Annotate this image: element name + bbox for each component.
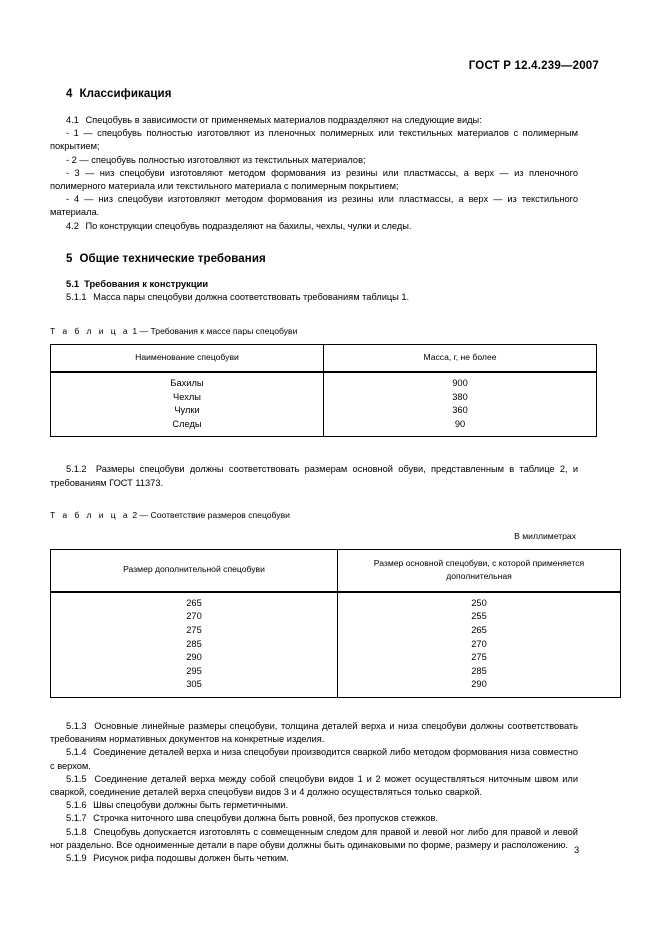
paragraph-5-1-7 bbox=[50, 812, 578, 825]
section-heading-classification bbox=[50, 88, 578, 100]
paragraph-5-1-2 bbox=[50, 463, 578, 489]
table-1-mass-requirements bbox=[50, 344, 597, 437]
subsection-heading-5-1 bbox=[50, 279, 578, 289]
section-title: Общие технические требования bbox=[79, 252, 266, 265]
table-cell-line: Чулки bbox=[174, 405, 200, 416]
table-cell-line: 270 bbox=[186, 611, 202, 622]
table-2-units-note: В миллиметрах bbox=[514, 530, 576, 541]
table-cell-line: 295 bbox=[186, 665, 202, 676]
section-number: 5 bbox=[66, 252, 73, 265]
table-cell-line: 900 bbox=[452, 378, 468, 389]
table-cell-line: 265 bbox=[186, 597, 202, 608]
table-2-header-main-size: Размер основной спецобуви, с которой применяется дополнительная bbox=[338, 549, 621, 592]
list-item-type-2: - 2 — спецобувь полностью изготовляют из текстильных материалов; bbox=[66, 154, 366, 165]
paragraph-number: 4.1 bbox=[66, 115, 79, 125]
table-row bbox=[51, 592, 621, 698]
paragraph-5-1-3 bbox=[50, 720, 578, 746]
section-number: 4 bbox=[66, 88, 73, 100]
table-cell-line: 290 bbox=[186, 652, 202, 663]
table-2-caption bbox=[50, 510, 578, 520]
paragraph-number: 5.1.4 bbox=[66, 747, 87, 758]
table-2-additional-sizes-cell bbox=[51, 592, 338, 698]
table-1-head bbox=[51, 345, 597, 373]
document-content bbox=[50, 88, 585, 865]
table-cell-line: Чехлы bbox=[173, 391, 201, 402]
table-cell-line: 290 bbox=[471, 679, 487, 690]
table-cell-line: 90 bbox=[454, 418, 466, 429]
table-2-main-sizes-cell bbox=[338, 592, 621, 698]
spacer bbox=[50, 437, 578, 463]
list-item-type-4: - 4 — низ спецобуви изготовляют методом формования из резины или пластмассы, а верх — из текстильного материала. bbox=[50, 194, 578, 218]
section-heading-general-requirements bbox=[50, 253, 578, 265]
table-header-row bbox=[51, 345, 597, 373]
table-cell-line: Бахилы bbox=[170, 378, 204, 389]
paragraph-text: Рисунок рифа подошвы должен быть четким. bbox=[93, 853, 289, 863]
paragraph-text: Швы спецобуви должны быть герметичными. bbox=[93, 800, 289, 811]
spacer bbox=[50, 520, 578, 531]
table-caption-word: Т а б л и ц а bbox=[50, 326, 130, 337]
table-1-names-cell bbox=[51, 372, 324, 437]
table-cell-line: 360 bbox=[452, 405, 468, 416]
paragraph-text: Спецобувь в зависимости от применяемых материалов подразделяют на следующие виды: bbox=[85, 115, 482, 125]
table-header-row bbox=[51, 549, 621, 592]
table-1-header-name: Наименование спецобуви bbox=[51, 345, 324, 373]
subsection-number: 5.1 bbox=[66, 278, 80, 289]
table-cell-line: 265 bbox=[471, 625, 487, 635]
spacer bbox=[50, 233, 578, 253]
paragraph-5-1-6 bbox=[50, 799, 578, 812]
table-caption-text: 2 — Соответствие размеров спецобуви bbox=[132, 509, 290, 520]
table-row bbox=[51, 372, 597, 437]
paragraph-number: 5.1.2 bbox=[66, 464, 87, 475]
paragraph-text: Масса пары спецобуви должна соответствовать требованиям таблицы 1. bbox=[93, 291, 410, 302]
table-cell-line: 305 bbox=[186, 679, 202, 690]
paragraph-text: Соединение деталей верха между собой спецобуви видов 1 и 2 может осуществляться ниточным швом или сваркой, соединение деталей верха спецобуви видов 3 и 4 должно осуществляться только сваркой. bbox=[50, 773, 578, 797]
paragraph-4-1 bbox=[50, 114, 578, 127]
paragraph-number: 5.1.3 bbox=[66, 720, 87, 731]
page-number: 3 bbox=[574, 845, 580, 855]
spacer bbox=[50, 490, 578, 510]
paragraph-5-1-9 bbox=[50, 852, 578, 865]
subsection-title: Требования к конструкции bbox=[84, 278, 209, 289]
spacer bbox=[50, 541, 578, 549]
table-1-values-cell bbox=[324, 372, 597, 437]
table-2-body bbox=[51, 592, 621, 698]
paragraph-number: 5.1.8 bbox=[66, 826, 87, 837]
paragraph-number: 5.1.6 bbox=[66, 800, 87, 811]
list-item-type-3: - 3 — низ спецобуви изготовляют методом формования из резины или пластмассы, а верх — из пленочного полимерного материала или текстильного материала с полимерным покрытием; bbox=[50, 167, 578, 192]
table-cell-line: 380 bbox=[452, 391, 468, 402]
paragraph-text: Строчка ниточного шва спецобуви должна быть ровной, без пропусков стежков. bbox=[93, 813, 438, 824]
table-1-caption bbox=[50, 326, 578, 336]
table-cell-line: 285 bbox=[186, 638, 202, 649]
paragraph-number: 5.1.5 bbox=[66, 773, 87, 784]
paragraph-number: 4.2 bbox=[66, 220, 79, 231]
paragraph-5-1-5 bbox=[50, 773, 578, 799]
table-caption-text: 1 — Требования к массе пары спецобуви bbox=[132, 326, 298, 337]
spacer bbox=[50, 698, 578, 720]
paragraph-number: 5.1.1 bbox=[66, 291, 87, 302]
paragraph-text: Спецобувь допускается изготовлять с совмещенным следом для правой и левой ног либо для правой и левой ног раздельно. Все одноименные детали в паре обуви должны быть одинаковыми по форме, размеру и расположению. bbox=[50, 826, 578, 850]
list-item-type-1: - 1 — спецобувь полностью изготовляют из пленочных полимерных или текстильных материалов с полимерным покрытием; bbox=[50, 128, 578, 152]
paragraph-text: Размеры спецобуви должны соответствовать размерам основной обуви, представленным в таблице 2, и требованиям ГОСТ 11373. bbox=[50, 464, 578, 488]
table-cell-line: 250 bbox=[471, 597, 487, 608]
spacer bbox=[50, 304, 578, 326]
section-title: Классификация bbox=[79, 88, 172, 100]
table-1-header-mass: Масса, г, не более bbox=[324, 345, 597, 373]
table-cell-line: 275 bbox=[471, 652, 487, 663]
paragraph-5-1-8 bbox=[50, 826, 578, 852]
paragraph-5-1-4 bbox=[50, 746, 578, 772]
table-2-header-additional-size: Размер дополнительной спецобуви bbox=[51, 549, 338, 592]
table-1-body bbox=[51, 372, 597, 437]
paragraph-number: 5.1.9 bbox=[66, 853, 87, 863]
table-cell-line: Следы bbox=[172, 418, 202, 429]
paragraph-number: 5.1.7 bbox=[66, 813, 87, 824]
paragraph-5-1-1 bbox=[50, 291, 578, 304]
table-cell-line: 255 bbox=[471, 611, 487, 622]
table-cell-line: 270 bbox=[471, 638, 487, 649]
paragraph-text: Соединение деталей верха и низа спецобуви производится сваркой либо методом формования низа совместно с верхом. bbox=[50, 747, 578, 771]
table-2-head bbox=[51, 549, 621, 592]
spacer bbox=[50, 336, 578, 344]
document-standard-header: ГОСТ Р 12.4.239—2007 bbox=[468, 60, 599, 72]
paragraph-text: По конструкции спецобувь подразделяют на бахилы, чехлы, чулки и следы. bbox=[85, 220, 412, 231]
table-cell-line: 285 bbox=[471, 665, 487, 676]
table-cell-line: 275 bbox=[186, 625, 202, 635]
table-2-size-correspondence bbox=[50, 549, 621, 698]
table-caption-word: Т а б л и ц а bbox=[50, 509, 130, 520]
paragraph-4-2 bbox=[50, 220, 578, 233]
paragraph-text: Основные линейные размеры спецобуви, толщина деталей верха и низа спецобуви должны соответствовать требованиям нормативных документов на конкретные изделия. bbox=[50, 720, 578, 745]
